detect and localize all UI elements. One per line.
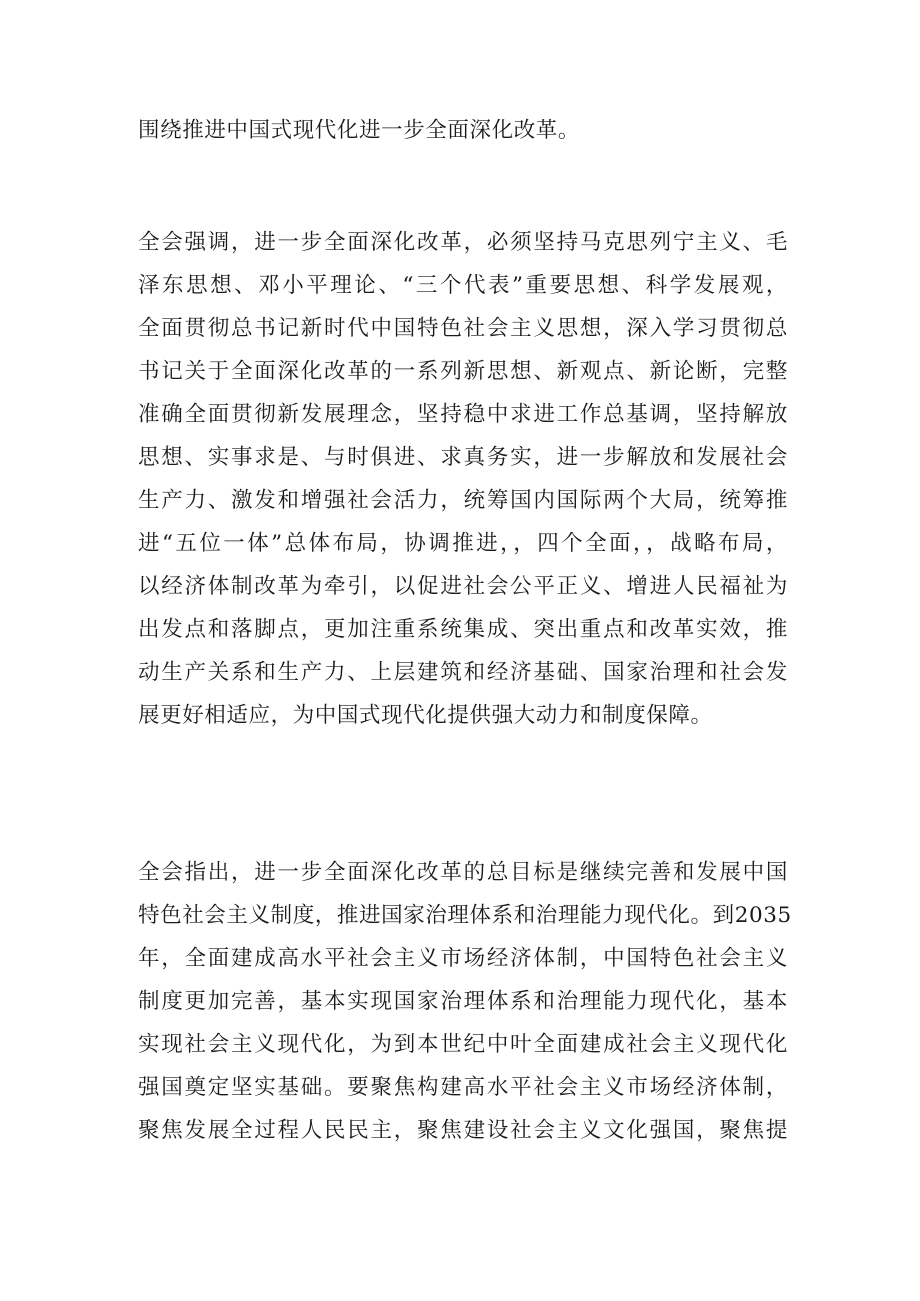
text-line: 书记关于全面深化改革的一系列新思想、新观点、新论断，完整: [138, 359, 788, 384]
text-line: 泽东思想、邓小平理论、“三个代表”重要思想、科学发展观，: [138, 273, 788, 298]
text-line: 生产力、激发和增强社会活力，统筹国内国际两个大局，统筹推: [138, 488, 788, 513]
text-line: 展更好相适应，为中国式现代化提供强大动力和制度保障。: [138, 703, 713, 728]
paragraph-3: [138, 851, 792, 1152]
text-line: 出发点和落脚点，更加注重系统集成、突出重点和改革实效，推: [138, 617, 788, 642]
paragraph-1: [138, 109, 788, 152]
text-line: 以经济体制改革为牵引，以促进社会公平正义、增进人民福祉为: [138, 574, 788, 599]
text-line: 年，全面建成高水平社会主义市场经济体制，中国特色社会主义: [138, 946, 788, 971]
paragraph-2: [138, 221, 788, 737]
text-line: 动生产关系和生产力、上层建筑和经济基础、国家治理和社会发: [138, 660, 788, 685]
text-line: 思想、实事求是、与时俱进、求真务实，进一步解放和发展社会: [138, 445, 788, 470]
text-line: 强国奠定坚实基础。要聚焦构建高水平社会主义市场经济体制，: [138, 1075, 788, 1100]
text-line: 全会强调，进一步全面深化改革，必须坚持马克思列宁主义、毛: [138, 230, 788, 255]
text-line: 围绕推进中国式现代化进一步全面深化改革。: [138, 118, 581, 143]
text-line: 制度更加完善，基本实现国家治理体系和治理能力现代化，基本: [138, 989, 788, 1014]
text-line: 全会指出，进一步全面深化改革的总目标是继续完善和发展中国: [138, 860, 788, 885]
text-line: 聚焦发展全过程人民民主，聚焦建设社会主义文化强国，聚焦提: [138, 1118, 788, 1143]
text-line: 进“五位一体”总体布局，协调推进，，四个全面，，战略布局，: [138, 531, 788, 556]
text-line: 实现社会主义现代化，为到本世纪中叶全面建成社会主义现代化: [138, 1032, 788, 1057]
text-line: 准确全面贯彻新发展理念，坚持稳中求进工作总基调，坚持解放: [138, 402, 788, 427]
text-line: 特色社会主义制度，推进国家治理体系和治理能力现代化。到2035: [138, 903, 792, 928]
text-line: 全面贯彻总书记新时代中国特色社会主义思想，深入学习贯彻总: [138, 316, 788, 341]
